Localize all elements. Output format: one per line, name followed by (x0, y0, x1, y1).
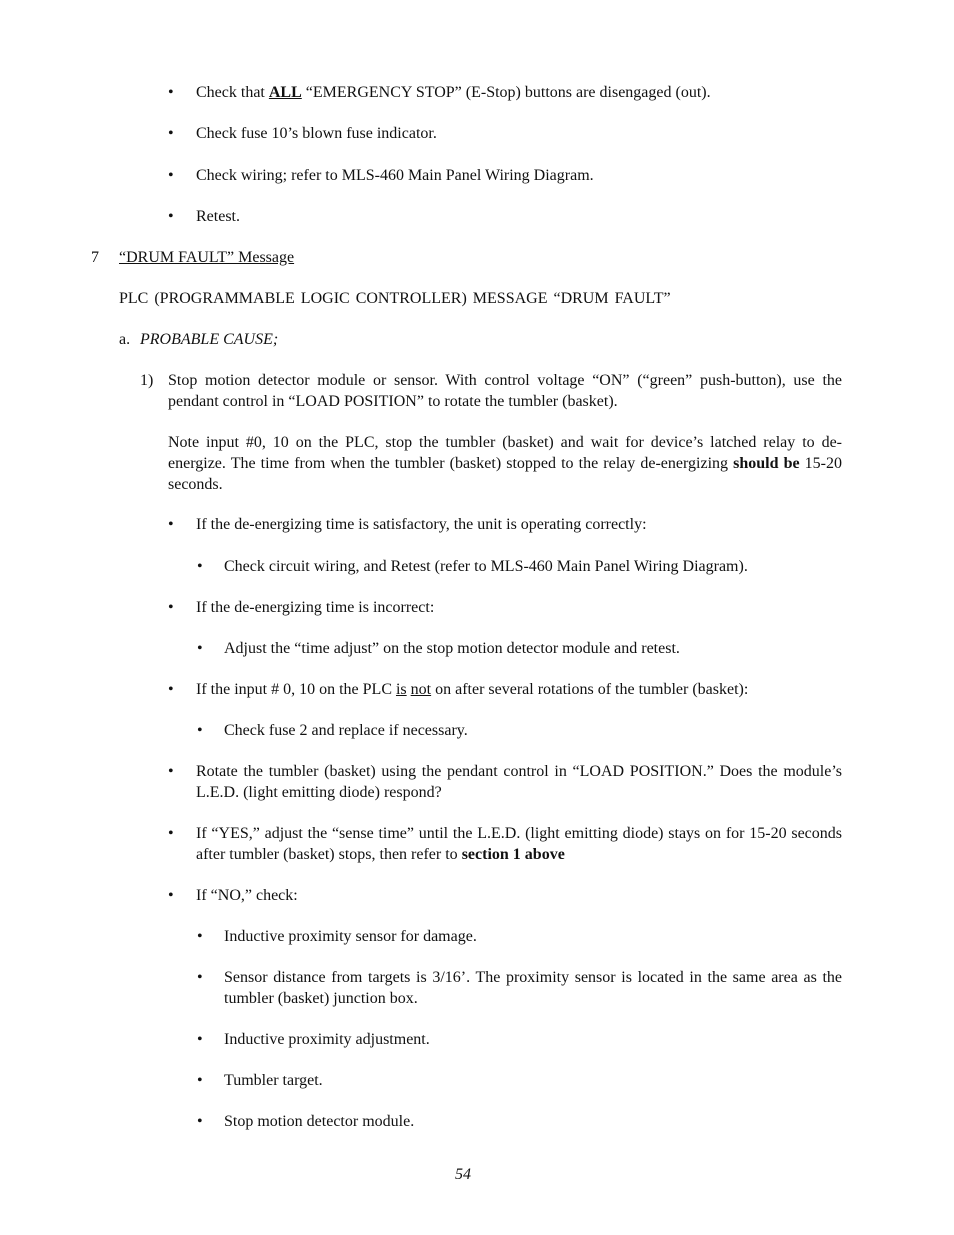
subbullet-time-adjust: Adjust the “time adjust” on the stop motion detector module and retest. (224, 640, 680, 657)
subbullet-fuse2: Check fuse 2 and replace if necessary. (224, 722, 468, 739)
bullet-icon: • (168, 763, 174, 780)
subbullet-tumbler-target: Tumbler target. (224, 1072, 323, 1089)
bullet-icon: • (168, 599, 174, 616)
note-text: 15-20 seconds. (168, 455, 843, 493)
step-number: 1) (140, 372, 154, 389)
page-number: 54 (455, 1166, 471, 1183)
bullet-text: “EMERGENCY STOP” (E-Stop) buttons are disengaged (out). (301, 84, 711, 101)
subbullet-circuit-wiring: Check circuit wiring, and Retest (refer to MLS-460 Main Panel Wiring Diagram). (224, 558, 748, 575)
bullet-icon: • (168, 125, 174, 142)
bullet-yes (196, 823, 842, 865)
plc-message: PLC (PROGRAMMABLE LOGIC CONTROLLER) MESSAGE “DRUM FAULT” (119, 290, 671, 307)
step-note (168, 432, 842, 495)
bullet-satisfactory: If the de-energizing time is satisfactory, the unit is operating correctly: (196, 516, 647, 533)
bullet-text: on after several rotations of the tumbler (basket): (431, 681, 749, 698)
bullet-estop (196, 82, 711, 103)
section-number: 7 (91, 249, 99, 266)
bullet-text: Check that (196, 84, 269, 101)
bullet-icon: • (197, 928, 203, 945)
bullet-retest: Retest. (196, 208, 240, 225)
bullet-no: If “NO,” check: (196, 887, 298, 904)
bullet-text: If the input # 0, 10 on the PLC (196, 681, 396, 698)
bullet-icon: • (197, 969, 203, 986)
bullet-icon: • (168, 887, 174, 904)
emphasis-should-be: should be (733, 455, 800, 472)
bullet-icon: • (168, 681, 174, 698)
bullet-input-not-on (196, 679, 748, 700)
bullet-icon: • (168, 167, 174, 184)
bullet-incorrect: If the de-energizing time is incorrect: (196, 599, 435, 616)
bullet-rotate-tumbler: Rotate the tumbler (basket) using the pendant control in “LOAD POSITION.” Does the module’s L.E.D. (light emitting diode) respond? (196, 763, 842, 801)
bullet-icon: • (197, 640, 203, 657)
emphasis-section-ref: section 1 above (461, 846, 565, 863)
cause-letter: a. (119, 331, 131, 348)
bullet-icon: • (197, 558, 203, 575)
bullet-icon: • (168, 516, 174, 533)
note-text: Note input #0, 10 on the PLC, stop the tumbler (basket) and wait for device’s latched relay to de-energize. The time from when the tumbler (basket) stopped to the relay de-energizing (168, 434, 842, 472)
cause-title: PROBABLE CAUSE; (140, 331, 279, 348)
subbullet-detector-module: Stop motion detector module. (224, 1113, 415, 1130)
subbullet-sensor-damage: Inductive proximity sensor for damage. (224, 928, 477, 945)
emphasis-not: not (410, 681, 432, 698)
bullet-icon: • (197, 1031, 203, 1048)
bullet-icon: • (168, 208, 174, 225)
bullet-text: If “YES,” adjust the “sense time” until the L.E.D. (light emitting diode) stays on for 15-20 seconds after tumbler (basket) stops, then refer to (196, 825, 842, 863)
subbullet-proximity-adjustment: Inductive proximity adjustment. (224, 1031, 430, 1048)
section-title: “DRUM FAULT” Message (119, 249, 295, 266)
bullet-fuse10: Check fuse 10’s blown fuse indicator. (196, 125, 437, 142)
bullet-icon: • (197, 1072, 203, 1089)
emphasis-is: is (395, 681, 407, 698)
bullet-icon: • (168, 84, 174, 101)
step-text: Stop motion detector module or sensor. With control voltage “ON” (“green” push-button), use the pendant control in “LOAD POSITION” to rotate the tumbler (basket). (168, 372, 842, 410)
subbullet-sensor-distance: Sensor distance from targets is 3/16’. The proximity sensor is located in the same area as the tumbler (basket) junction box. (224, 969, 842, 1007)
bullet-icon: • (197, 1113, 203, 1130)
bullet-icon: • (168, 825, 174, 842)
bullet-wiring: Check wiring; refer to MLS-460 Main Panel Wiring Diagram. (196, 167, 594, 184)
emphasis-all: ALL (268, 84, 302, 101)
bullet-icon: • (197, 722, 203, 739)
